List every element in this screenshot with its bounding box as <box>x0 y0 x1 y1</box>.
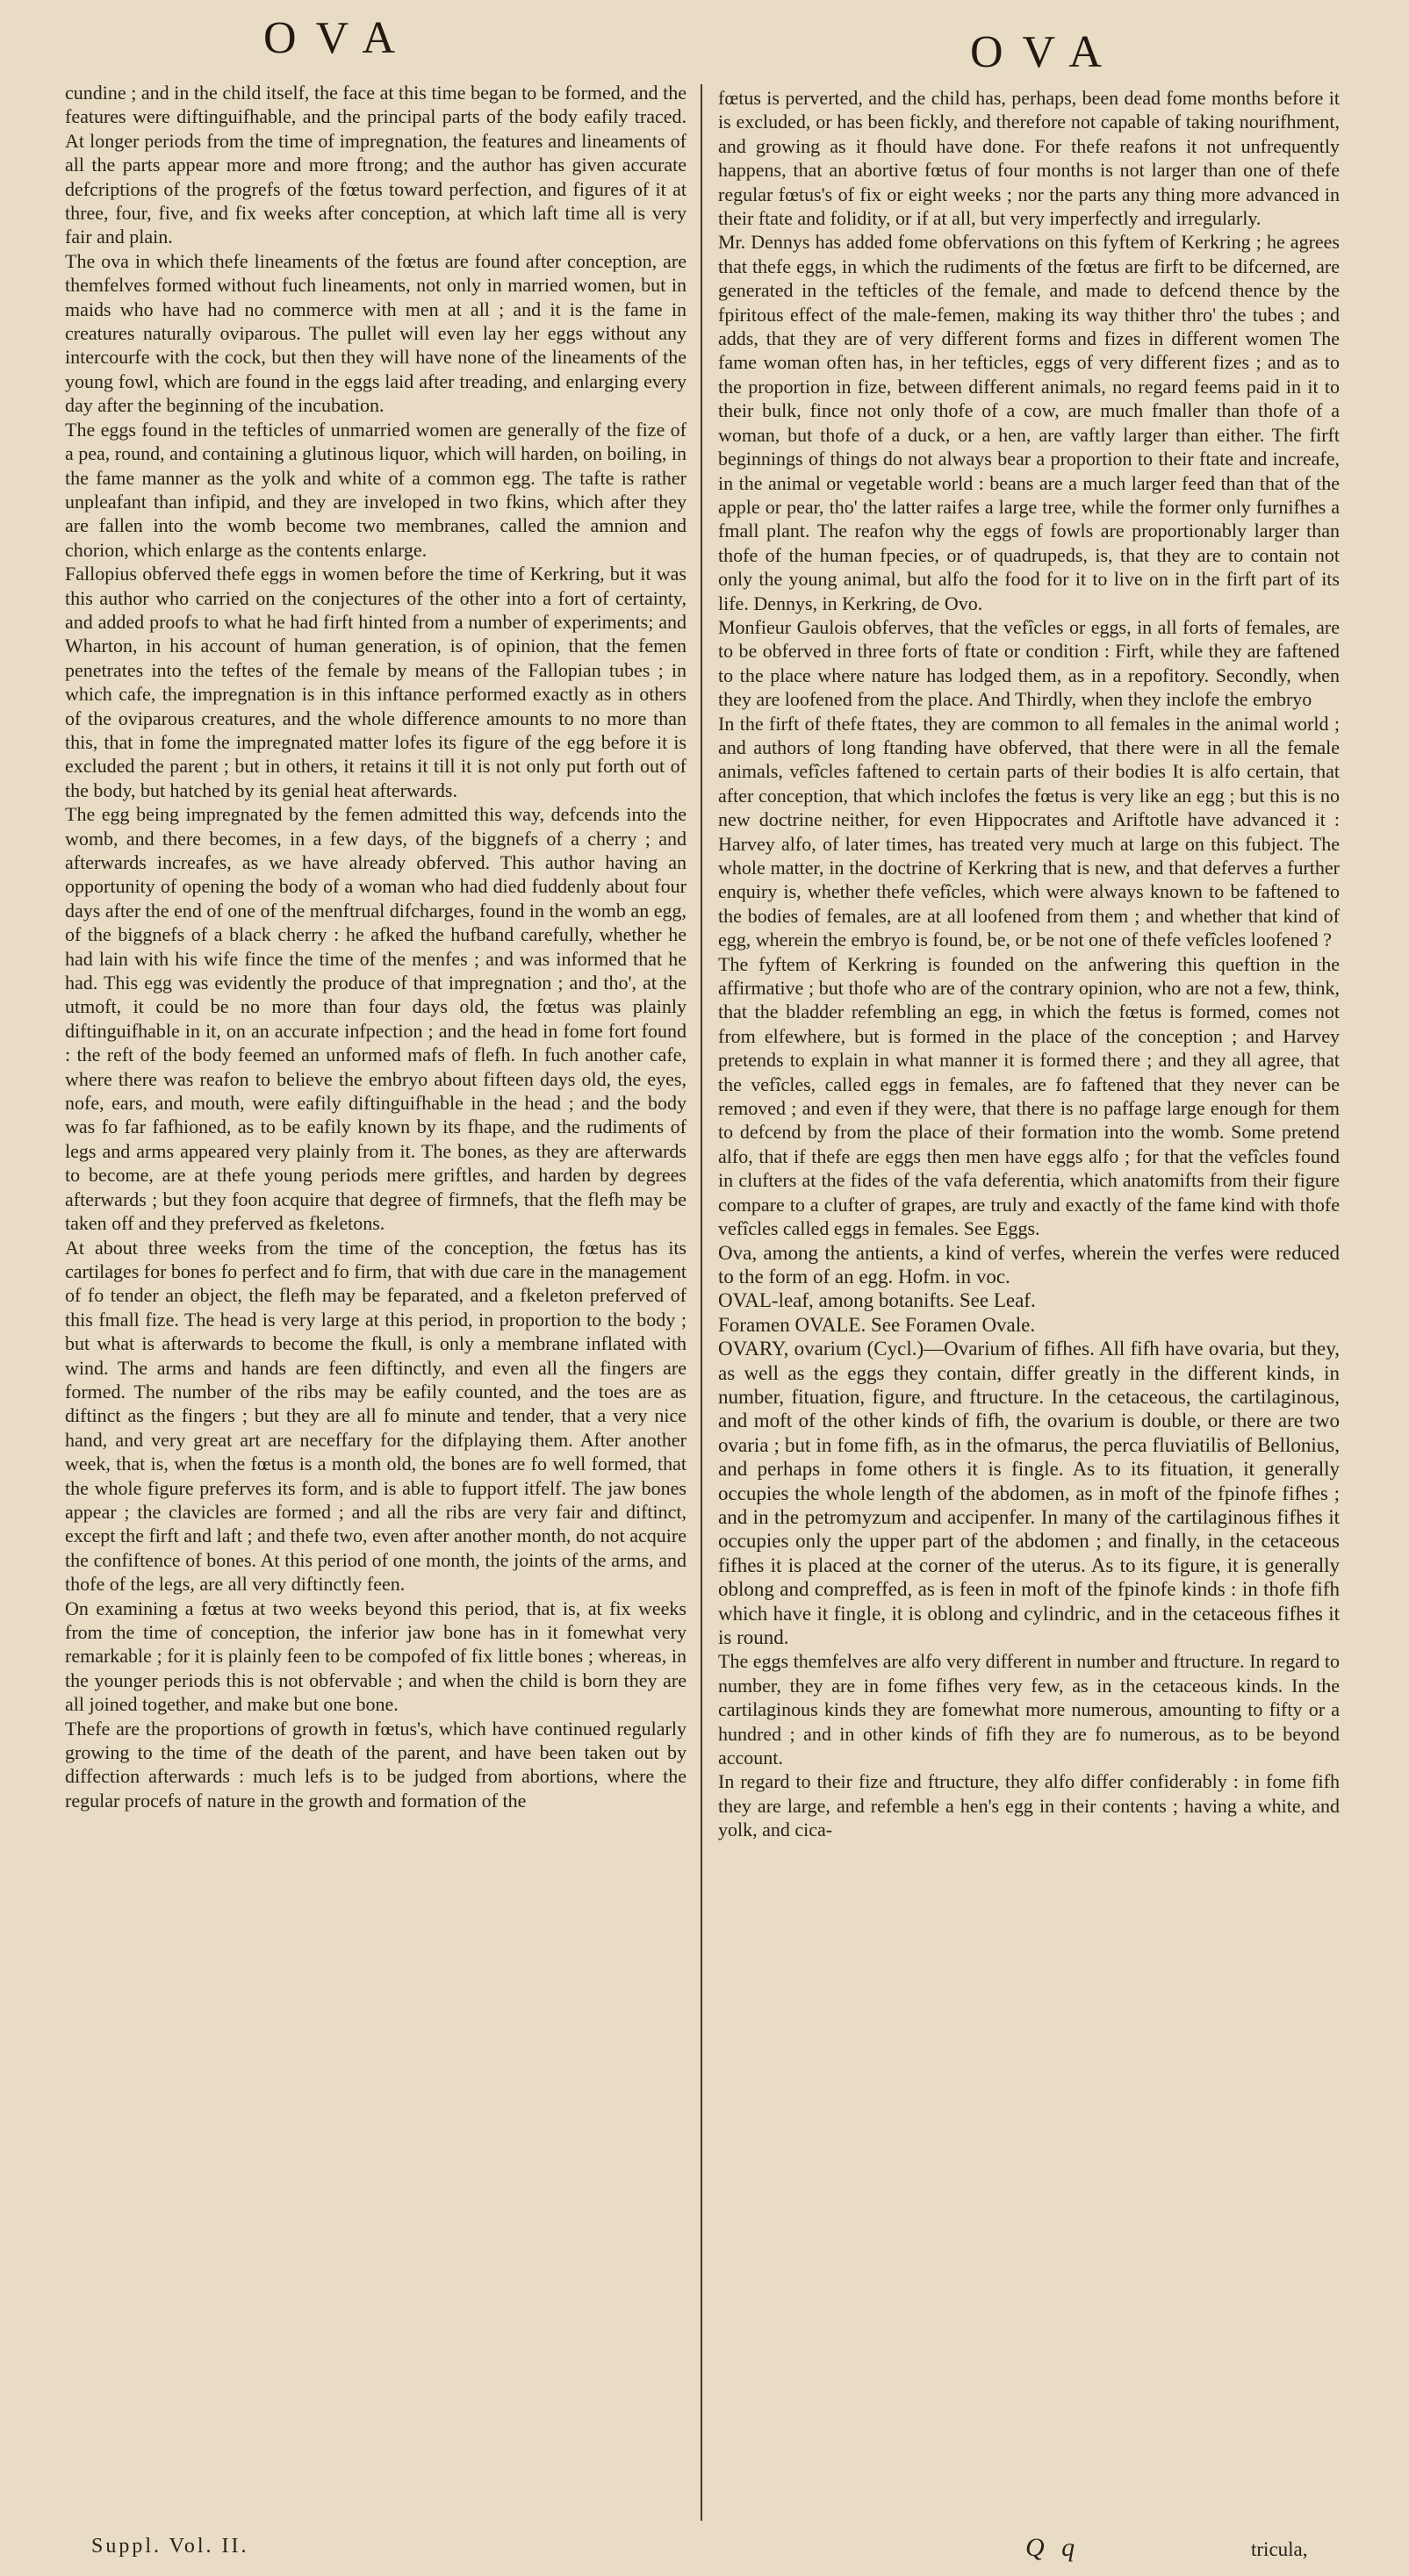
left-column <box>65 81 687 2529</box>
entry-ova: Ova, among the antients, a kind of verfes, wherein the verfes were reduced to the form of an egg. Hofm. in voc. <box>718 1241 1340 1288</box>
running-head-right: OVA <box>970 27 1121 77</box>
running-head-left: OVA <box>263 13 414 63</box>
column-divider <box>701 84 702 2521</box>
entry-foramen-ovale: Foramen OVALE. See Foramen Ovale. <box>718 1313 1036 1336</box>
paragraph: The eggs themfelves are alfo very different in number and ftructure. In regard to number, they are in fome fifhes very few, as in the cetaceous kinds. In the cartilaginous kinds they are fomewhat more numerous, amounting to fifty or a hundred ; and in other kinds of fifh they are fo numerous, as to be beyond account. <box>718 1650 1340 1769</box>
paragraph: fœtus is perverted, and the child has, perhaps, been dead fome months before it is excluded, or has been fickly, and therefore not capable of taking nourifhment, and growing as it fhould have done. For thefe reafons it not unfrequently happens, that an abortive fœtus of four months is not larger than one of thefe regular fœtus's of fix or eight weeks ; nor the parts any thing more advanced in their ftate and folidity, or if at all, but very imperfectly and irregularly. <box>718 87 1340 230</box>
paragraph: Thefe are the proportions of growth in fœtus's, which have continued regularly growing to the time of the death of the parent, and have been taken out by diffection afterwards : much lefs is to be judged from abortions, where the regular procefs of nature in the growth and formation of the <box>65 1717 687 1812</box>
paragraph: In the firft of thefe ftates, they are common to all females in the animal world ; and authors of long ftanding have obferved, that there were in all the female animals, vefîcles faftened to certain parts of their bodies It is alfo certain, that after conception, that which inclofes the fœtus is very like an egg ; but this is no new doctrine neither, for even Hippocrates and Ariftotle have advanced it : Harvey alfo, of later times, has treated very much at large on this fubject. The whole matter, in the doctrine of Kerkring that is new, and that deferves a further enquiry is, whether thefe vefîcles, which were always known to be faftened to the bodies of females, are at all loofened from them ; and whether that kind of egg, wherein the embryo is found, be, or be not one of thefe vefîcles loofened ? <box>718 712 1340 951</box>
signature-mark: Q q <box>1025 2533 1081 2562</box>
paragraph: Monfieur Gaulois obferves, that the vefîcles or eggs, in all forts of females, are to be obferved in three forts of ftate or condition : Firft, while they are faftened to the place where nature has lodged them, as in a repofitory. Secondly, when they are loofened from the place. And Thirdly, when they inclofe the embryo <box>718 615 1340 711</box>
catchword: tricula, <box>1251 2538 1308 2560</box>
volume-footer: Suppl. Vol. II. <box>91 2535 249 2558</box>
paragraph: The eggs found in the tefticles of unmarried women are generally of the fize of a pea, round, and containing a glutinous liquor, which will harden, on boiling, in the fame manner as the yolk and white of a common egg. The tafte is rather unpleafant than infipid, and they are inveloped in two fkins, which after they are fallen into the womb become two membranes, called the amnion and chorion, which enlarge as the contents enlarge. <box>65 418 687 561</box>
entry-ovary: OVARY, ovarium (Cycl.)—Ovarium of fifhes. All fifh have ovaria, but they, as well as the eggs they contain, differ greatly in the different kinds, in number, fituation, figure, and ftructure. In the cetaceous, the cartilaginous, and moft of the other kinds of fifh, the ovarium is double, or there are two ovaria ; but in fome fifh, as in the ofmarus, the perca fluviatilis of Bellonius, and perhaps in fome others it is fingle. As to its fituation, it generally occupies the whole length of the abdomen, as in moft of the fpinofe fifhes ; and in the petromyzum and accipenfer. In many of the cartilaginous fifhes it occupies only the upper part of the abdomen ; and finally, in the cetaceous fifhes it is placed at the corner of the uterus. As to its figure, it is generally oblong and compreffed, as is feen in moft of the fpinofe kinds : in thofe fifh which have it fingle, it is oblong and cylindric, and in the cetaceous fifhes it is round. <box>718 1338 1340 1648</box>
right-column <box>718 86 1340 2535</box>
paragraph: Mr. Dennys has added fome obfervations on this fyftem of Kerkring ; he agrees that thefe eggs, in which the rudiments of the fœtus are firft to be difcerned, are generated in the tefticles of the female, and made to defcend thence by the fpiritous effect of the male-femen, making its way thither thro' the tubes ; and adds, that they are of very different forms and fizes in different women The fame woman often has, in her tefticles, eggs of very different fizes ; and as to the proportion in fize, between different animals, no regard feems paid in it to their bulk, fince not only thofe of a cow, are much fmaller than thofe of a woman, but thofe of a duck, or a hen, are vaftly larger than either. The firft beginnings of things do not always bear a proportion to their ftate and increafe, in the animal or vegetable world : beans are a much larger feed than that of the apple or pear, tho' the latter raifes a large tree, while the former only furnifhes a fmall plant. The reafon why the eggs of fowls are proportionably larger than thofe of the human fpecies, or of quadrupeds, is, that they are to contain not only the young animal, but alfo the food for it to live on in the firft part of its life. Dennys, in Kerkring, de Ovo. <box>718 231 1340 614</box>
paragraph: Fallopius obferved thefe eggs in women before the time of Kerkring, but it was this author who carried on the conjectures of the other into a fort of certainty, and added proofs to what he had firft hinted from a number of experiments; and Wharton, in his account of human generation, is of opinion, that the femen penetrates into the teftes of the female by means of the Fallopian tubes ; in which cafe, the impregnation is in this inftance performed exactly as in others of the oviparous creatures, and the whole difference amounts to no more than this, that in fome the impregnated matter lofes its figure of the egg before it is excluded the parent ; but in others, it retains it till it is not only put forth out of the body, but hatched by its genial heat afterwards. <box>65 563 687 801</box>
paragraph: At about three weeks from the time of the conception, the fœtus has its cartilages for bones fo perfect and fo firm, that with due care in the management of fo tender an object, the flefh may be feparated, and a fkeleton preferved of this fmall fize. The head is very large at this period, in proportion to the body ; but what is afterwards to become the fkull, is only a membrane inflated with wind. The arms and hands are feen diftinctly, and even all the fingers are formed. The number of the ribs may be eafily counted, and the toes are as diftinct as the fingers ; but they are all fo minute and tender, that a very nice hand, and very great art are neceffary for the difplaying them. After another week, that is, when the fœtus is a month old, the bones are fo well formed, that the whole figure preferves its form, and is able to fupport itfelf. The jaw bones appear ; the clavicles are formed ; and all the ribs are very fair and diftinct, except the firft and laft ; and thefe two, even after another month, do not acquire the confiftence of bones. At this period of one month, the joints of the arms, and thofe of the legs, are all very diftinctly feen. <box>65 1236 687 1596</box>
paragraph: cundine ; and in the child itself, the face at this time began to be formed, and the features were diftinguifhable, and the principal parts of the body eafily traced. At longer periods from the time of impregnation, the features and lineaments of all the parts appear more and more ftrong; and the author has given accurate defcriptions of the progrefs of the fœtus toward perfection, and figures of it at three, four, five, and fix weeks after conception, at which laft time all is very fair and plain. <box>65 82 687 248</box>
entry-oval-leaf: OVAL-leaf, among botanifts. See Leaf. <box>718 1289 1036 1312</box>
paragraph: The ova in which thefe lineaments of the fœtus are found after conception, are themfelves formed without fuch lineaments, not only in married women, but in maids who have had no commerce with men at all ; and it is the fame in creatures naturally oviparous. The pullet will even lay her eggs without any intercourfe with the cock, but then they will have none of the lineaments of the young fowl, which are found in the eggs laid after treading, and enlarging every day after the beginning of the incubation. <box>65 249 687 417</box>
paragraph: On examining a fœtus at two weeks beyond this period, that is, at fix weeks from the time of conception, the inferior jaw bone has in it fomewhat very remarkable ; for it is plainly feen to be compofed of fix little bones ; whereas, in the younger periods this is not obfervable ; and when the child is born they are all joined together, and make but one bone. <box>65 1597 687 1716</box>
paragraph: In regard to their fize and ftructure, they alfo differ confiderably : in fome fifh they are large, and refemble a hen's egg in their contents ; having a white, and yolk, and cica- <box>718 1770 1340 1841</box>
paragraph: The fyftem of Kerkring is founded on the anfwering this queftion in the affirmative ; but thofe who are of the contrary opinion, who are not a few, think, that the bladder refembling an egg, in which the fœtus is formed, comes not from elfewhere, but is formed in the place of the conception ; and Harvey pretends to explain in what manner it is formed there ; and they all agree, that the vefîcles, called eggs in females, are fo faftened that they never can be removed ; and even if they were, that there is no paffage large enough for them to defcend by from the place of their formation into the womb. Some pretend alfo, that if thefe are eggs then men have eggs alfo ; for that the vefîcles found in clufters at the fides of the vafa deferentia, which anatomifts from their figure compare to a clufter of grapes, are truly and exactly of the fame kind with thofe vefîcles called eggs in females. See Eggs. <box>718 952 1340 1240</box>
paragraph: The egg being impregnated by the femen admitted this way, defcends into the womb, and there becomes, in a few days, of the biggnefs of a cherry ; and afterwards increafes, as we have already obferved. This author having an opportunity of opening the body of a woman who had died fuddenly about four days after the end of one of the menftrual difcharges, found in the womb an egg, of the biggnefs of a black cherry : he afked the hufband carefully, whether he had lain with his wife fince the time of the menfes ; and was informed that he had. This egg was evidently the produce of that impregnation ; and tho', at the utmoft, it could be no more than four days old, the fœtus was plainly diftinguifhable in it, on an accurate infpection ; and the head in fome fort found : the reft of the body feemed an unformed mafs of flefh. In fuch another cafe, where there was reafon to believe the embryo about fifteen days old, the eyes, nofe, ears, and mouth, were eafily diftinguifhable in the head ; and the body was fo far fafhioned, as to be eafily known by its fhape, and the rudiments of legs and arms appeared very plainly from it. The bones, as they are afterwards to become, are at thefe young periods mere griftles, and harden by degrees afterwards ; but they foon acquire that degree of firmnefs, that the flefh may be taken off and they preferved as fkeletons. <box>65 803 687 1235</box>
